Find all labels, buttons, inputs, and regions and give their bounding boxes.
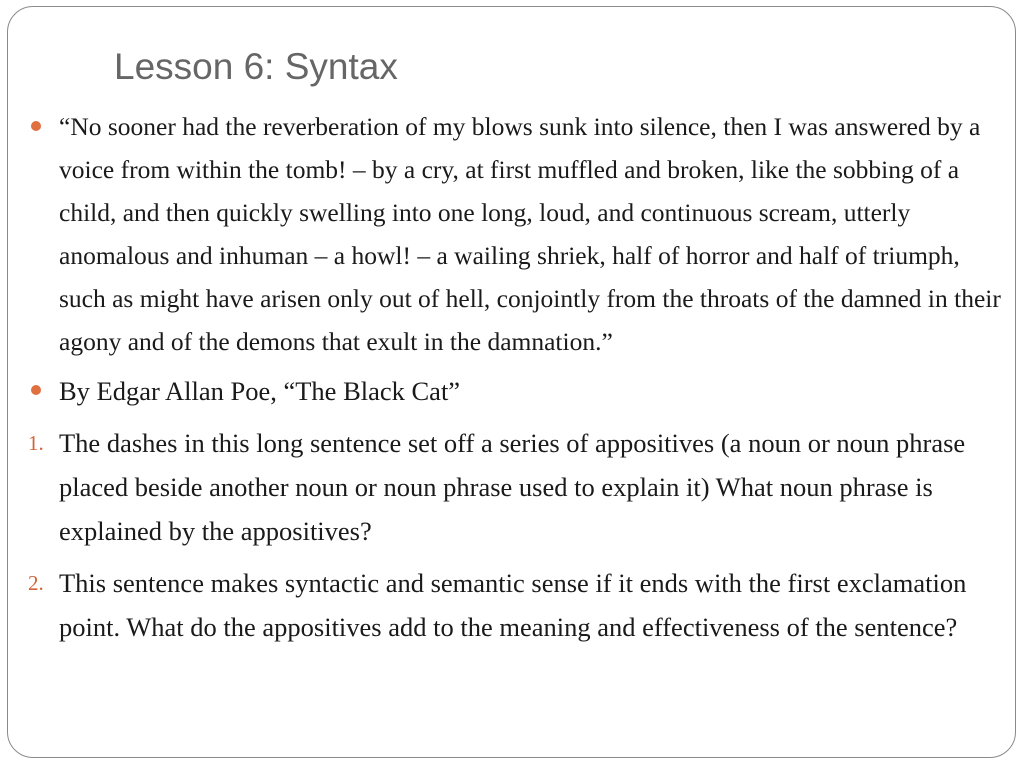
attribution-text: By Edgar Allan Poe, “The Black Cat” <box>59 376 461 406</box>
question-item-2 <box>8 561 1016 649</box>
slide-content-list <box>8 105 1016 649</box>
quote-bullet-item <box>8 105 1016 363</box>
attribution-bullet-item <box>8 369 1016 413</box>
question-number: 2. <box>28 571 44 595</box>
slide <box>7 6 1016 758</box>
question-text: This sentence makes syntactic and semantic sense if it ends with the first exclamation point. What do the appositives add to the meaning and effectiveness of the sentence? <box>59 568 967 642</box>
slide-title: Lesson 6: Syntax <box>114 46 398 87</box>
quote-text: “No sooner had the reverberation of my blows sunk into silence, then I was answered by a voice from within the tomb! – by a cry, at first muffled and broken, like the sobbing of a child, and then quickly swelling into one long, loud, and continuous scream, utterly anomalous and inhuman – a howl! – a wailing shriek, half of horror and half of triumph, such as might have arisen only out of hell, conjointly from the throats of the damned in their agony and of the demons that exult in the damnation.” <box>59 112 1001 356</box>
bullet-dot-icon <box>31 121 41 131</box>
question-number: 1. <box>28 431 44 455</box>
question-item-1 <box>8 421 1016 553</box>
bullet-dot-icon <box>31 385 41 395</box>
question-text: The dashes in this long sentence set off a series of appositives (a noun or noun phrase placed beside another noun or noun phrase used to explain it) What noun phrase is explained by the appositives? <box>59 428 966 546</box>
